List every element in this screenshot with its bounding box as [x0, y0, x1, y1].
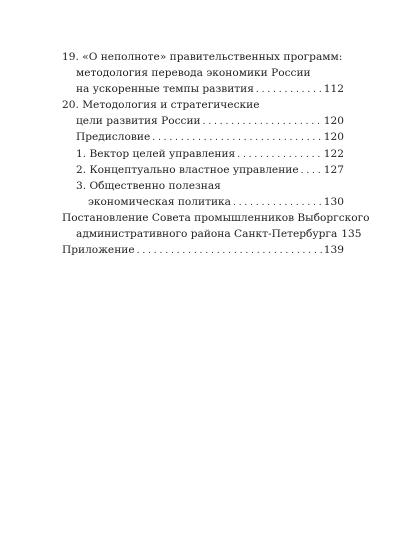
- toc-entry-19-line-3: [62, 81, 344, 97]
- toc-page-number: 130: [323, 195, 344, 208]
- dot-leader: [233, 194, 322, 211]
- toc-entry-19-line-2: [62, 65, 344, 81]
- toc-entry-sub-3-line-2: [62, 194, 344, 210]
- toc-entry-resolution-line-2: [62, 226, 362, 242]
- toc-text: 20. Методология и стратегические: [62, 99, 260, 112]
- dot-leader: [237, 146, 322, 163]
- toc-page-number: 127: [323, 163, 344, 176]
- toc-text: Предисловие: [76, 131, 151, 144]
- toc-page-number: 122: [323, 147, 344, 160]
- table-of-contents: [62, 49, 370, 258]
- dot-leader: [152, 129, 322, 146]
- toc-page-number: 120: [323, 115, 344, 128]
- dot-leader: [256, 81, 322, 98]
- toc-entry-20-line-1: [62, 97, 344, 113]
- toc-entry-19-line-1: [62, 49, 344, 65]
- toc-entry-resolution-line-1: [62, 210, 370, 226]
- dot-leader: [203, 113, 322, 130]
- toc-page-number: 139: [323, 244, 344, 257]
- toc-text: цели развития России: [76, 115, 201, 128]
- toc-text: методология перевода экономики России: [76, 67, 311, 80]
- toc-page-number: 112: [323, 83, 344, 96]
- toc-entry-20-line-2: [62, 113, 344, 129]
- toc-entry-preface: [62, 129, 344, 145]
- toc-entry-sub-2: [62, 162, 344, 178]
- dot-leader: [137, 242, 322, 259]
- toc-text: 1. Вектор целей управления: [76, 147, 236, 160]
- toc-text: 19. «О неполноте» правительственных программ:: [62, 51, 343, 63]
- toc-text: административного района Санкт-Петербурга: [76, 228, 338, 241]
- toc-entry-appendix: [62, 242, 344, 258]
- toc-entry-sub-3-line-1: [62, 178, 344, 194]
- toc-page-number: 135: [341, 228, 362, 241]
- toc-entry-sub-1: [62, 146, 344, 162]
- toc-text: Постановление Совета промышленников Выборгского: [62, 211, 370, 224]
- toc-text: на ускоренные темпы развития: [76, 83, 254, 96]
- toc-text: экономическая политика: [88, 195, 231, 208]
- toc-text: Приложение: [62, 244, 135, 257]
- dot-leader: [301, 162, 322, 179]
- toc-text: 2. Концептуально властное управление: [76, 163, 299, 176]
- toc-text: 3. Общественно полезная: [76, 179, 221, 192]
- toc-page-number: 120: [323, 131, 344, 144]
